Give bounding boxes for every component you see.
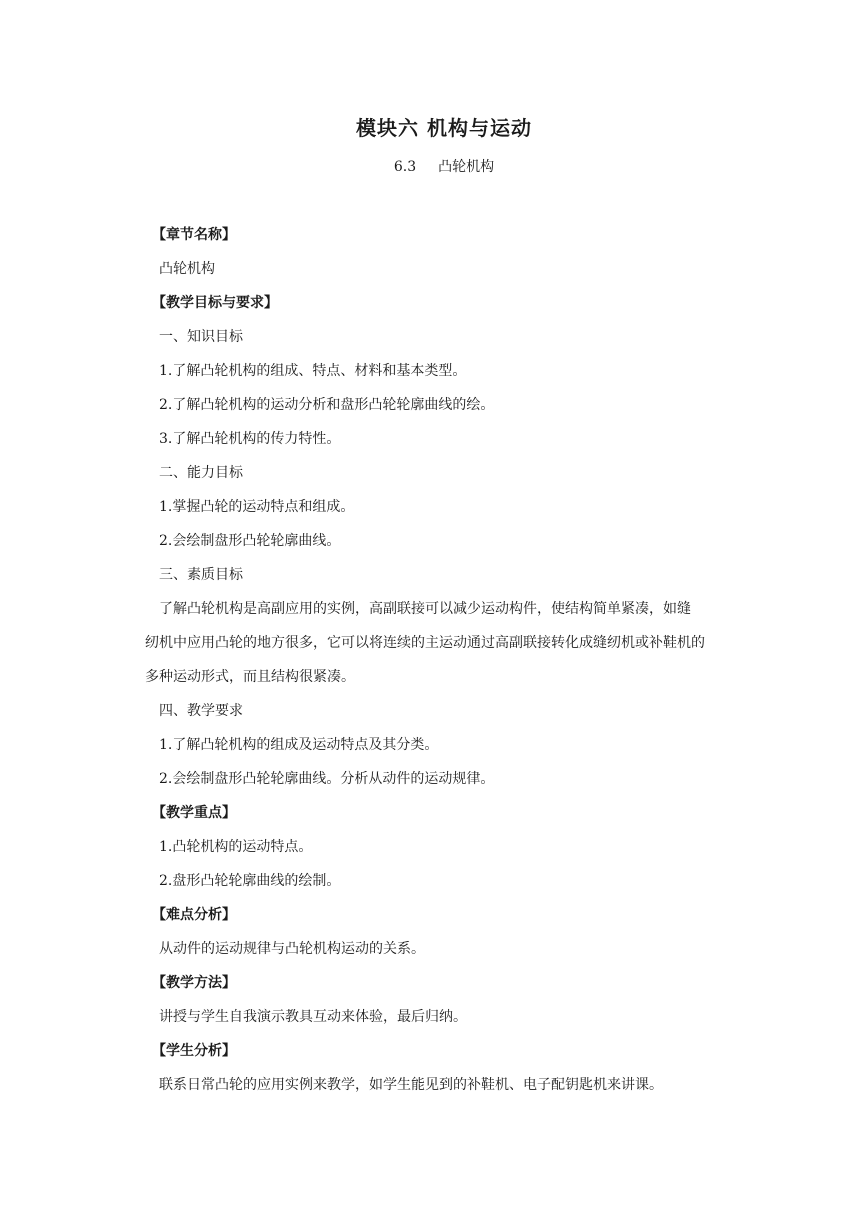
text-line: 1.凸轮机构的运动特点。 xyxy=(159,839,313,855)
text-line: 1.了解凸轮机构的组成及运动特点及其分类。 xyxy=(159,737,439,753)
text-line: 1.了解凸轮机构的组成、特点、材料和基本类型。 xyxy=(159,363,467,379)
text-line: 二、能力目标 xyxy=(159,465,243,481)
section-label: 【学生分析】 xyxy=(152,1043,236,1059)
paragraph-line: 纫机中应用凸轮的地方很多，它可以将连续的主运动通过高副联接转化成缝纫机或补鞋机的 xyxy=(145,635,705,651)
content-block-1 xyxy=(152,222,745,596)
text-line: 四、教学要求 xyxy=(159,703,243,719)
text-line: 三、素质目标 xyxy=(159,567,243,583)
text-line: 2.了解凸轮机构的运动分析和盘形凸轮轮廓曲线的绘。 xyxy=(159,397,495,413)
text-line: 1.掌握凸轮的运动特点和组成。 xyxy=(159,499,355,515)
text-line: 3.了解凸轮机构的传力特性。 xyxy=(159,431,341,447)
text-line: 2.会绘制盘形凸轮轮廓曲线。分析从动件的运动规律。 xyxy=(159,771,495,787)
section-heading xyxy=(0,156,860,176)
section-title: 凸轮机构 xyxy=(438,159,495,175)
section-label: 【章节名称】 xyxy=(152,227,236,243)
text-line: 联系日常凸轮的应用实例来教学，如学生能见到的补鞋机、电子配钥匙机来讲课。 xyxy=(159,1077,663,1093)
text-line: 讲授与学生自我演示教具互动来体验，最后归纳。 xyxy=(159,1009,467,1025)
quality-objective-paragraph xyxy=(145,592,745,694)
paragraph-line: 多种运动形式，而且结构很紧凑。 xyxy=(145,669,355,685)
paragraph-line: 了解凸轮机构是高副应用的实例，高副联接可以减少运动构件，使结构简单紧凑，如缝 xyxy=(159,601,691,617)
document-body xyxy=(145,222,745,1106)
text-line: 2.盘形凸轮轮廓曲线的绘制。 xyxy=(159,873,341,889)
section-label: 【教学方法】 xyxy=(152,975,236,991)
text-line: 凸轮机构 xyxy=(159,261,215,277)
text-line: 从动件的运动规律与凸轮机构运动的关系。 xyxy=(159,941,425,957)
text-line: 一、知识目标 xyxy=(159,329,243,345)
section-number: 6.3 xyxy=(393,159,417,175)
section-label: 【难点分析】 xyxy=(152,907,236,923)
content-block-2 xyxy=(152,698,745,1106)
section-label: 【教学目标与要求】 xyxy=(152,295,278,311)
document-title: 模块六 机构与运动 xyxy=(356,116,532,140)
text-line: 2.会绘制盘形凸轮轮廓曲线。 xyxy=(159,533,341,549)
section-label: 【教学重点】 xyxy=(152,805,236,821)
